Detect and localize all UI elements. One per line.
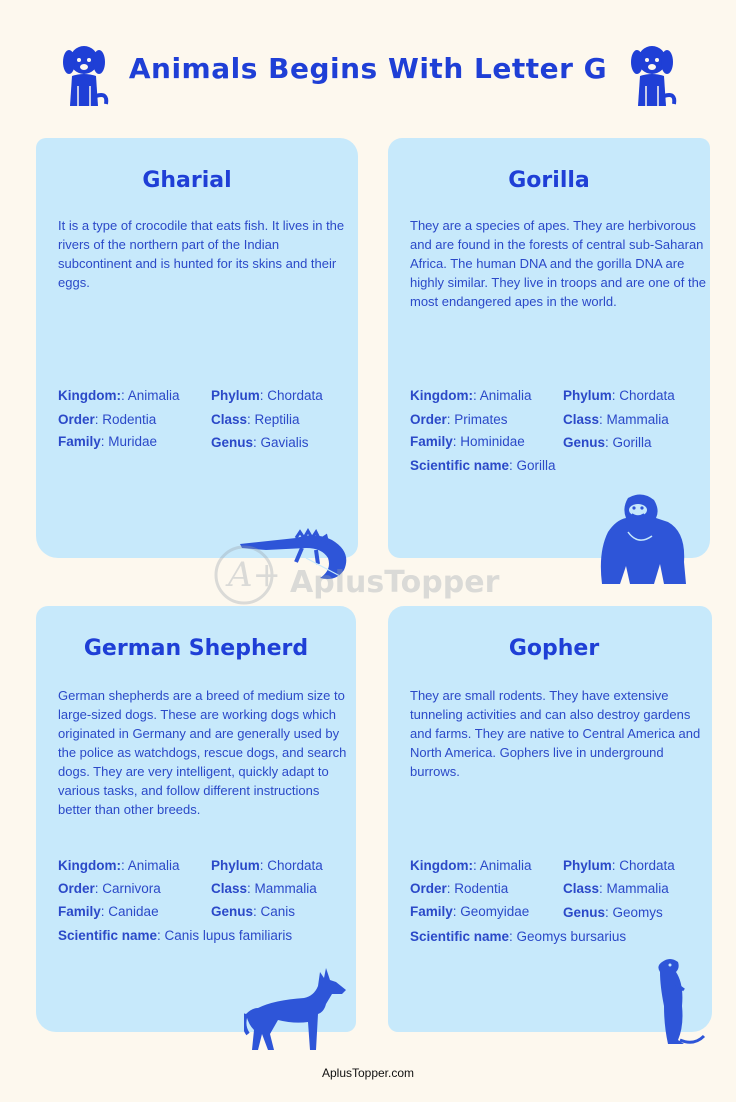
page-title: Animals Begins With Letter G <box>128 52 608 85</box>
fact-family: Family: Canidae <box>58 904 159 919</box>
card-title: German Shepherd <box>83 636 309 661</box>
fact-order: Order: Primates <box>410 412 508 427</box>
watermark-brand: AplusTopper <box>290 565 500 600</box>
fact-genus: Genus: Gorilla <box>563 435 652 450</box>
card-title: Gorilla <box>508 168 590 193</box>
fact-class: Class: Mammalia <box>563 412 669 427</box>
fact-phylum: Phylum: Chordata <box>211 388 323 403</box>
fact-class: Class: Reptilia <box>211 412 300 427</box>
fact-phylum: Phylum: Chordata <box>211 858 323 873</box>
fact-family: Family: Hominidae <box>410 434 525 449</box>
fact-class: Class: Mammalia <box>563 881 669 896</box>
fact-order: Order: Rodentia <box>58 412 157 427</box>
fact-phylum: Phylum: Chordata <box>563 858 675 873</box>
fact-scientific-name: Scientific name: Canis lupus familiaris <box>58 928 293 943</box>
card-title: Gopher <box>508 636 600 661</box>
fact-kingdom: Kingdom:: Animalia <box>410 858 532 873</box>
fact-genus: Genus: Gavialis <box>211 435 309 450</box>
fact-scientific-name: Scientific name: Geomys bursarius <box>410 929 627 944</box>
fact-genus: Genus: Geomys <box>563 905 663 920</box>
fact-scientific-name: Scientific name: Gorilla <box>410 458 556 473</box>
german-shepherd-icon <box>244 964 352 1054</box>
fact-class: Class: Mammalia <box>211 881 317 896</box>
fact-family: Family: Muridae <box>58 434 158 449</box>
watermark <box>212 545 532 605</box>
dog-icon <box>58 40 110 110</box>
watermark-logo-mark: A+ <box>228 555 282 595</box>
card-title: Gharial <box>142 168 232 193</box>
footer-site-link[interactable]: AplusTopper.com <box>321 1066 415 1080</box>
gorilla-icon <box>598 492 688 586</box>
card-description: German shepherds are a breed of medium size to large-sized dogs. These are working dogs which originated in Germany and are generally used by the police as watchdogs, rescue dogs, and search dogs. They are very intelligent, quickly adapt to various tasks, and follow different instructions better than other breeds. <box>58 688 347 817</box>
card-description: They are small rodents. They have extensive tunneling activities and can also destroy gardens and farms. They are native to Central America and North America. Gophers live in underground burrows. <box>410 688 701 779</box>
fact-kingdom: Kingdom:: Animalia <box>58 858 180 873</box>
card-description: It is a type of crocodile that eats fish. It lives in the rivers of the northern part of the Indian subcontinent and is hunted for its skins and their eggs. <box>58 218 345 290</box>
dog-icon <box>626 40 678 110</box>
fact-order: Order: Carnivora <box>58 881 161 896</box>
fact-family: Family: Geomyidae <box>410 904 530 919</box>
fact-order: Order: Rodentia <box>410 881 509 896</box>
fact-genus: Genus: Canis <box>211 904 296 919</box>
gopher-icon <box>650 956 706 1048</box>
card-gharial <box>36 138 358 558</box>
fact-phylum: Phylum: Chordata <box>563 388 675 403</box>
fact-kingdom: Kingdom:: Animalia <box>58 388 180 403</box>
fact-kingdom: Kingdom:: Animalia <box>410 388 532 403</box>
card-description: They are a species of apes. They are herbivorous and are found in the forests of central sub-Saharan Africa. The human DNA and the gorilla DNA are highly similar. They live in troops and are one of the most endangered apes in the world. <box>410 218 707 309</box>
